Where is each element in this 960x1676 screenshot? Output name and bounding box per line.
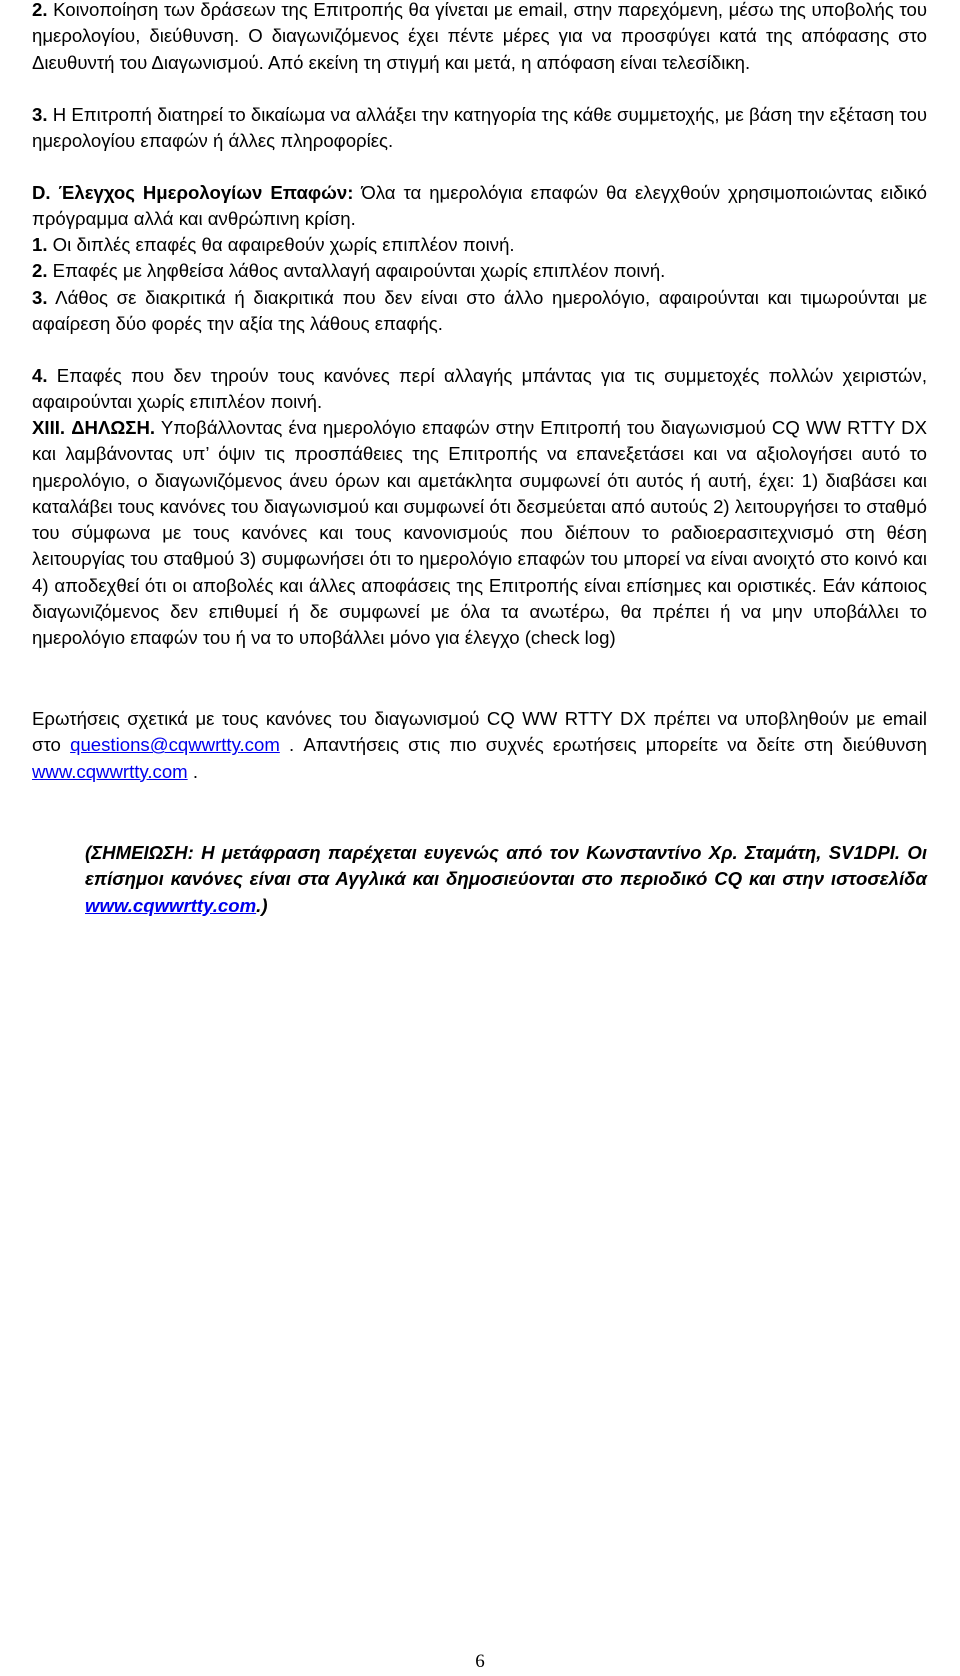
- list-item-number: 4.: [32, 365, 48, 386]
- section-xiii-heading: XIII. ΔΗΛΩΣΗ.: [32, 417, 156, 438]
- list-item-number: 3.: [32, 287, 48, 308]
- list-item-number: 2.: [32, 260, 48, 281]
- item-3-text: Η Επιτροπή διατηρεί το δικαίωμα να αλλάξει την κατηγορία της κάθε συμμετοχής, με βάση την εξέταση του ημερολογίου επαφών ή άλλες πληροφορίες.: [32, 104, 927, 152]
- item-2-number: 2.: [32, 0, 48, 20]
- page-number: 6: [475, 1651, 485, 1672]
- questions-text-3: .: [187, 760, 198, 782]
- note-text-1: (ΣΗΜΕΙΩΣΗ: Η μετάφραση παρέχεται ευγενώς από τον Κωνσταντίνο Χρ. Σταμάτη, SV1DPI. Οι επίσημοι κανόνες είναι στα Αγγλικά και δημοσιεύονται στο περιοδικό CQ και στην ιστοσελίδα: [85, 842, 927, 890]
- questions-text-2: . Απαντήσεις στις πιο συχνές ερωτήσεις μπορείτε να δείτε στη διεύθυνση: [279, 734, 927, 756]
- list-item-text: Επαφές με ληφθείσα λάθος ανταλλαγή αφαιρούνται χωρίς επιπλέον ποινή.: [47, 260, 666, 281]
- note-text-2: .): [256, 894, 268, 916]
- list-item-number: 1.: [32, 234, 48, 255]
- item-3-paragraph: [32, 102, 927, 155]
- list-item-text: Επαφές που δεν τηρούν τους κανόνες περί αλλαγής μπάντας για τις συμμετοχές πολλών χειριστών, αφαιρούνται χωρίς επιπλέον ποινή.: [32, 365, 927, 413]
- section-d-item-2: [32, 258, 927, 284]
- section-xiii-paragraph: [32, 415, 927, 652]
- list-item-text: Λάθος σε διακριτικά ή διακριτικά που δεν είναι στο άλλο ημερολόγιο, αφαιρούνται και τιμωρούνται με αφαίρεση δύο φορές την αξία της λάθους επαφής.: [32, 287, 927, 335]
- section-d-item-3: [32, 285, 927, 338]
- note-website-link[interactable]: www.cqwwrtty.com: [85, 894, 257, 916]
- questions-text-1: Ερωτήσεις σχετικά με τους κανόνες του διαγωνισμού CQ WW RTTY DX πρέπει να υποβληθούν με email στο: [32, 708, 927, 756]
- section-d-item-4: [32, 363, 927, 416]
- item-2-paragraph: [32, 0, 927, 76]
- questions-paragraph: [32, 706, 927, 785]
- item-2-text: Κοινοποίηση των δράσεων της Επιτροπής θα γίνεται με email, στην παρεχόμενη, μέσω της υποβολής του ημερολογίου, διεύθυνση. Ο διαγωνιζόμενος έχει πέντε μέρες για να προσφύγει κατά της απόφασης στο Διευθυντή του Διαγωνισμού. Από εκείνη τη στιγμή και μετά, η απόφαση είναι τελεσίδικη.: [32, 0, 927, 73]
- translation-note: [85, 840, 927, 919]
- section-d-heading: D. Έλεγχος Ημερολογίων Επαφών:: [32, 182, 354, 203]
- section-d-item-1: [32, 232, 927, 258]
- section-d-paragraph: [32, 180, 927, 233]
- questions-email-link[interactable]: questions@cqwwrtty.com: [70, 734, 280, 756]
- section-xiii-text: Υποβάλλοντας ένα ημερολόγιο επαφών στην Επιτροπή του διαγωνισμού CQ WW RTTY DX και λαμβάνοντας υπ’ όψιν τις προσπάθειες της Επιτροπής να επανεξετάσει και να αξιολογήσει αυτό το ημερολόγιο, ο διαγωνιζόμενος άνευ όρων και αμετάκλητα συμφωνεί ότι αυτός ή αυτή, έχει: 1) διαβάσει και καταλάβει τους κανόνες του διαγωνισμού και συμφωνεί ότι δεσμεύεται από αυτούς 2) λειτουργήσει το σταθμό του σύμφωνα με τους κανόνες και τους κανονισμούς που διέπουν το ραδιοερασιτεχνισμό στη θέση λειτουργίας του σταθμού 3) συμφωνήσει ότι το ημερολόγιο επαφών του μπορεί να είναι ανοιχτό στο κοινό και 4) αποδεχθεί ότι οι αποβολές και άλλες αποφάσεις της Επιτροπής είναι επίσημες και οριστικές. Εάν κάποιος διαγωνιζόμενος δεν επιθυμεί ή δε συμφωνεί με όλα τα ανωτέρω, θα πρέπει ή να μην υποβάλλει το ημερολόγιο επαφών του ή να το υποβάλλει μόνο για έλεγχο (check log): [32, 417, 927, 649]
- item-3-number: 3.: [32, 104, 48, 125]
- website-link[interactable]: www.cqwwrtty.com: [32, 760, 188, 782]
- section-d-text: Όλα τα ημερολόγια επαφών θα ελεγχθούν χρησιμοποιώντας ειδικό πρόγραμμα αλλά και ανθρώπινη κρίση.: [32, 182, 927, 230]
- list-item-text: Οι διπλές επαφές θα αφαιρεθούν χωρίς επιπλέον ποινή.: [47, 234, 515, 255]
